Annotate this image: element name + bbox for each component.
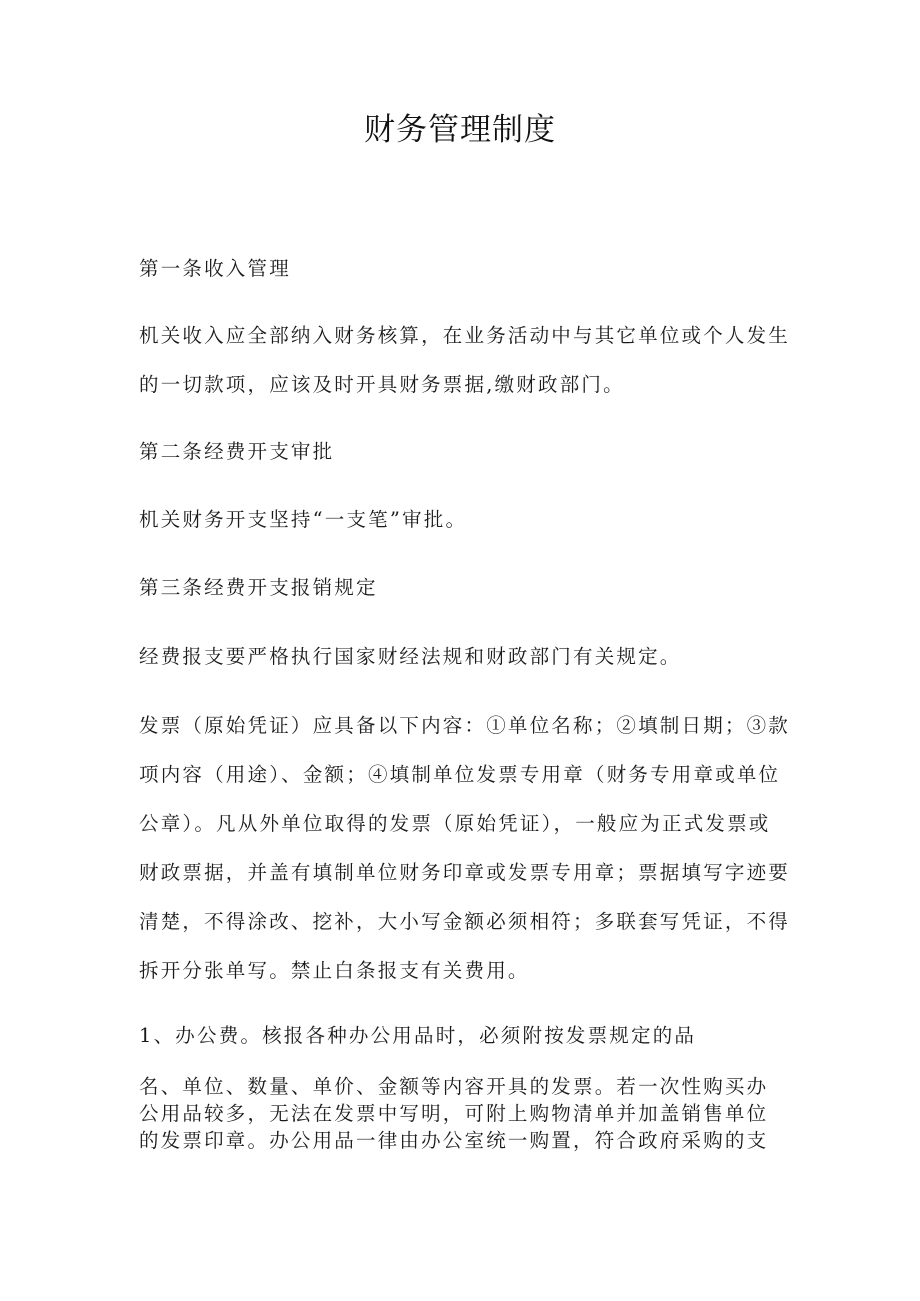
paragraph-line: 的发票印章。办公用品一律由办公室统一购置，符合政府采购的支 <box>139 1129 769 1152</box>
article-3-paragraph-1 <box>139 632 787 681</box>
paragraph-line: 公用品较多，无法在发票中写明，可附上购物清单并加盖销售单位 <box>139 1102 769 1125</box>
article-3-heading <box>139 563 787 612</box>
article-3-paragraph-2 <box>139 701 791 995</box>
article-2-paragraph <box>139 495 787 544</box>
article-1-heading <box>139 244 787 293</box>
paragraph-line: 1、办公费。核报各种办公用品时，必须附按发票规定的品 <box>139 1024 697 1047</box>
paragraph-line: 的一切款项，应该及时开具财务票据,缴财政部门。 <box>139 373 625 396</box>
paragraph-line: 公章）。凡从外单位取得的发票（原始凭证），一般应为正式发票或 <box>139 812 771 835</box>
item-1-office-expense <box>139 1011 787 1060</box>
article-heading-text: 第二条经费开支审批 <box>139 440 335 463</box>
paragraph-line: 财政票据，并盖有填制单位财务印章或发票专用章；票据填写字迹要 <box>139 861 791 884</box>
article-1-paragraph <box>139 311 791 409</box>
paragraph-line: 名、单位、数量、单价、金额等内容开具的发票。若一次性购买办 <box>139 1075 769 1098</box>
item-1-continuation <box>139 1073 787 1154</box>
paragraph-line: 机关财务开支坚持“一支笔”审批。 <box>139 508 468 531</box>
paragraph-line: 项内容（用途）、金额；④填制单位发票专用章（财务专用章或单位 <box>139 763 781 786</box>
paragraph-line: 清楚，不得涂改、挖补，大小写金额必须相符；多联套写凭证，不得 <box>139 910 791 933</box>
paragraph-line: 经费报支要严格执行国家财经法规和财政部门有关规定。 <box>139 645 682 668</box>
article-heading-text: 第三条经费开支报销规定 <box>139 576 378 599</box>
paragraph-line: 拆开分张单写。禁止白条报支有关费用。 <box>139 959 530 982</box>
article-2-heading <box>139 427 787 476</box>
paragraph-line: 机关收入应全部纳入财务核算，在业务活动中与其它单位或个人发生 <box>139 324 791 347</box>
paragraph-line: 发票（原始凭证）应具备以下内容：①单位名称；②填制日期；③款 <box>139 714 791 737</box>
article-heading-text: 第一条收入管理 <box>139 257 291 280</box>
document-title: 财务管理制度 <box>364 112 556 148</box>
